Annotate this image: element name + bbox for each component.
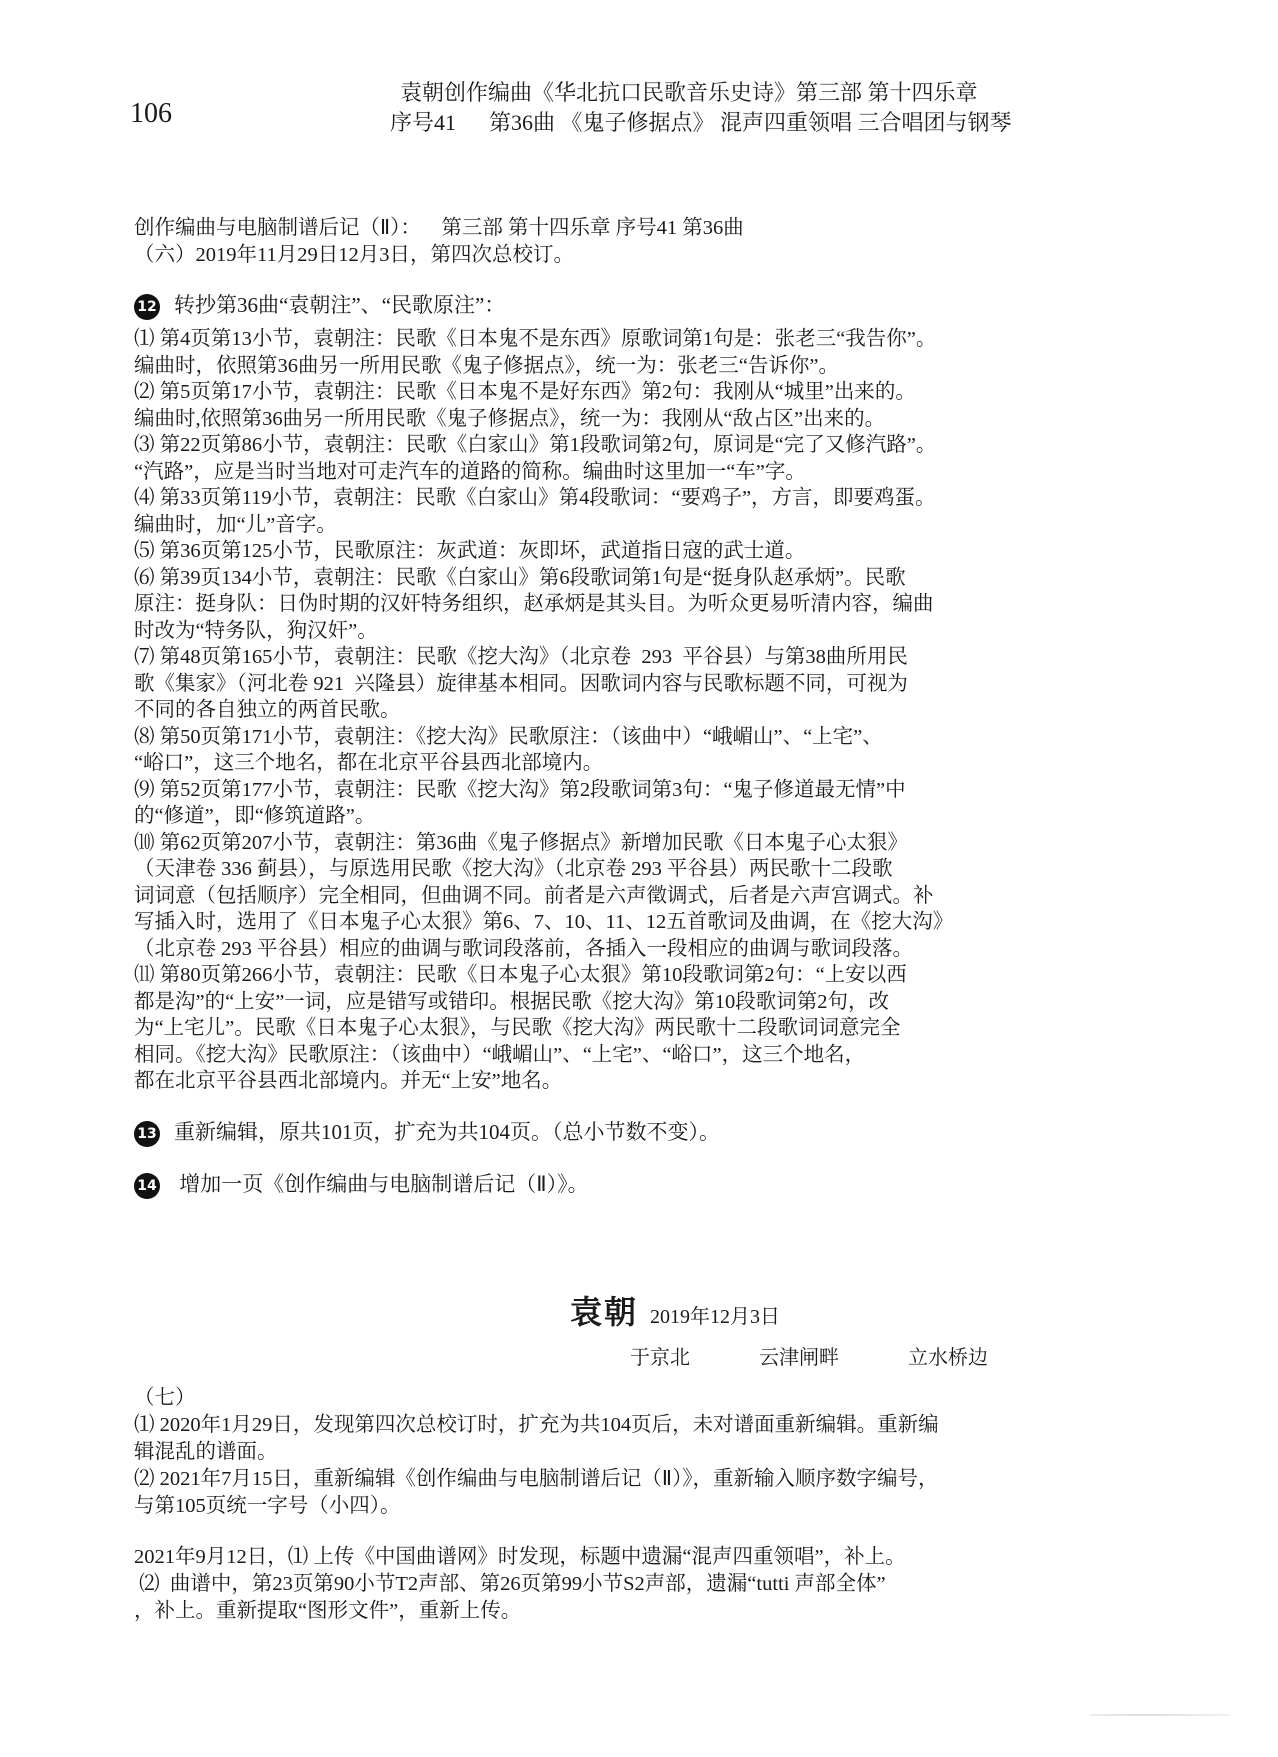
note-line: 不同的各自独立的两首民歌。 — [134, 699, 401, 722]
section-line: ⑵ 2021年7月15日，重新编辑《创作编曲与电脑制谱后记（Ⅱ）》，重新输入顺序数字编号， — [134, 1468, 939, 1490]
note-line: 原注：挺身队：日伪时期的汉奸特务组织，赵承炳是其头目。为听众更易听清内容，编曲 — [134, 593, 934, 616]
note-line: 编曲时，加“儿”音字。 — [134, 513, 337, 536]
signature-date: 2019年12月3日 — [650, 1306, 781, 1328]
note-line: ⑵ 第5页第17小节，袁朝注：民歌《日本鬼不是好东西》第2句：我刚从“城里”出来的。 — [134, 381, 916, 404]
note-line: 编曲时,依照第36曲另一所用民歌《鬼子修据点》，统一为：我刚从“敌占区”出来的。 — [134, 407, 886, 430]
circled-number-icon: 14 — [134, 1173, 160, 1199]
note-line: ⑴ 第4页第13小节，袁朝注：民歌《日本鬼不是东西》原歌词第1句是：张老三“我告你”。 — [134, 328, 937, 351]
section-line: ⑴ 2020年1月29日，发现第四次总校订时，扩充为共104页后，未对谱面重新编辑。重新编 — [134, 1414, 939, 1436]
author-name: 袁朝 — [570, 1293, 639, 1331]
spacer — [134, 268, 1114, 292]
note-line: ⑽ 第62页第207小节，袁朝注：第36曲《鬼子修据点》新增加民歌《日本鬼子心太狠》 — [134, 831, 908, 854]
header-line-2: 序号41 第36曲 《鬼子修据点》 混声四重领唱 三合唱团与钢琴 — [390, 110, 1012, 135]
note-line: 为“上宅儿”。民歌《日本鬼子心太狠》，与民歌《挖大沟》两民歌十二段歌词词意完全 — [134, 1017, 901, 1040]
note-line: （天津卷 336 蓟县），与原选用民歌《挖大沟》（北京卷 293 平谷县）两民歌十二段歌 — [134, 858, 893, 881]
note-line: ⑹ 第39页134小节，袁朝注：民歌《白家山》第6段歌词第1句是“挺身队赵承炳”。民歌 — [134, 566, 906, 589]
note-line: 时改为“特务队，狗汉奸”。 — [134, 619, 378, 642]
note-line: “峪口”，这三个地名，都在北京平谷县西北部境内。 — [134, 752, 604, 775]
spacer — [134, 1147, 1114, 1171]
item-13 — [134, 1119, 1114, 1147]
item-12 — [134, 292, 1114, 1095]
note-line: （北京卷 293 平谷县）相应的曲调与歌词段落前，各插入一段相应的曲调与歌词段落。 — [134, 937, 913, 960]
revision-six: （六）2019年11月29日12月3日，第四次总校订。 — [134, 243, 574, 266]
item-14 — [134, 1171, 1114, 1199]
item-12-heading — [134, 292, 1114, 320]
spacer — [134, 1095, 1114, 1119]
scan-artifact — [1090, 1714, 1230, 1716]
section-seven-heading: （七） — [134, 1387, 196, 1409]
spacer — [134, 1520, 1124, 1544]
note-line: 编曲时，依照第36曲另一所用民歌《鬼子修据点》，统一为：张老三“告诉你”。 — [134, 354, 839, 377]
item-14-title: 增加一页《创作编曲与电脑制谱后记（Ⅱ）》。 — [174, 1171, 589, 1196]
signature-block — [570, 1287, 988, 1370]
note-line: 相同。《挖大沟》民歌原注：（该曲中）“峨嵋山”、“上宅”、“峪口”，这三个地名， — [134, 1043, 866, 1066]
note-line: 词词意（包括顺序）完全相同，但曲调不同。前者是六声徵调式，后者是六声宫调式。补 — [134, 884, 934, 907]
note-line: ⑸ 第36页第125小节，民歌原注：灰武道：灰即坏，武道指日寇的武士道。 — [134, 540, 806, 563]
page-number: 106 — [130, 98, 172, 129]
update-line: ，补上。重新提取“图形文件”，重新上传。 — [134, 1600, 522, 1622]
note-line: ⑼ 第52页第177小节，袁朝注：民歌《挖大沟》第2段歌词第3句：“鬼子修道最无情”中 — [134, 778, 906, 801]
note-line: ⑶ 第22页第86小节，袁朝注：民歌《白家山》第1段歌词第2句，原词是“完了又修汽路”。 — [134, 434, 937, 457]
note-line: “汽路”，应是当时当地对可走汽车的道路的简称。编曲时这里加一“车”字。 — [134, 460, 806, 483]
note-line: ⑺ 第48页第165小节，袁朝注：民歌《挖大沟》（北京卷 293 平谷县）与第38曲所用民 — [134, 646, 908, 669]
afterword-title: 创作编曲与电脑制谱后记（Ⅱ）： 第三部 第十四乐章 序号41 第36曲 — [134, 217, 744, 239]
circled-number-icon: 12 — [134, 294, 160, 320]
note-line: 都在北京平谷县西北部境内。并无“上安”地名。 — [134, 1070, 563, 1093]
update-line: 2021年9月12日，⑴ 上传《中国曲谱网》时发现，标题中遗漏“混声四重领唱”，补上。 — [134, 1546, 906, 1568]
note-line: 的“修道”，即“修筑道路”。 — [134, 805, 376, 828]
circled-number-icon: 13 — [134, 1121, 160, 1147]
note-line: ⑷ 第33页第119小节，袁朝注：民歌《白家山》第4段歌词：“要鸡子”，方言，即要鸡蛋。 — [134, 487, 936, 510]
item-12-title: 转抄第36曲“袁朝注”、“民歌原注”： — [174, 293, 506, 317]
note-line: 都是沟”的“上安”一词，应是错写或错印。根据民歌《挖大沟》第10段歌词第2句，改 — [134, 990, 890, 1013]
header-line-1: 袁朝创作编曲《华北抗口民歌音乐史诗》第三部 第十四乐章 — [400, 80, 978, 105]
note-line: 歌《集家》（河北卷 921 兴隆县）旋律基本相同。因歌词内容与民歌标题不同，可视为 — [134, 672, 908, 695]
note-line: 写插入时，选用了《日本鬼子心太狠》第6、7、10、11、12五首歌词及曲调，在《挖大沟》 — [134, 911, 954, 934]
item-13-title: 重新编辑，原共101页，扩充为共104页。（总小节数不变）。 — [174, 1119, 720, 1144]
main-content — [134, 215, 1114, 1199]
note-line: ⑾ 第80页第266小节，袁朝注：民歌《日本鬼子心太狠》第10段歌词第2句：“上安以西 — [134, 964, 907, 987]
signature-place: 于京北 云津闸畔 立水桥边 — [630, 1347, 988, 1369]
note-line: ⑻ 第50页第171小节，袁朝注：《挖大沟》民歌原注：（该曲中）“峨嵋山”、“上宅”、 — [134, 725, 883, 748]
update-line: ⑵ 曲谱中，第23页第90小节T2声部、第26页第99小节S2声部，遗漏“tutti 声部全体” — [134, 1573, 886, 1595]
section-line: 与第105页统一字号（小四）。 — [134, 1495, 401, 1517]
page-header — [390, 78, 1150, 138]
section-line: 辑混乱的谱面。 — [134, 1441, 278, 1463]
section-seven — [134, 1385, 1124, 1625]
